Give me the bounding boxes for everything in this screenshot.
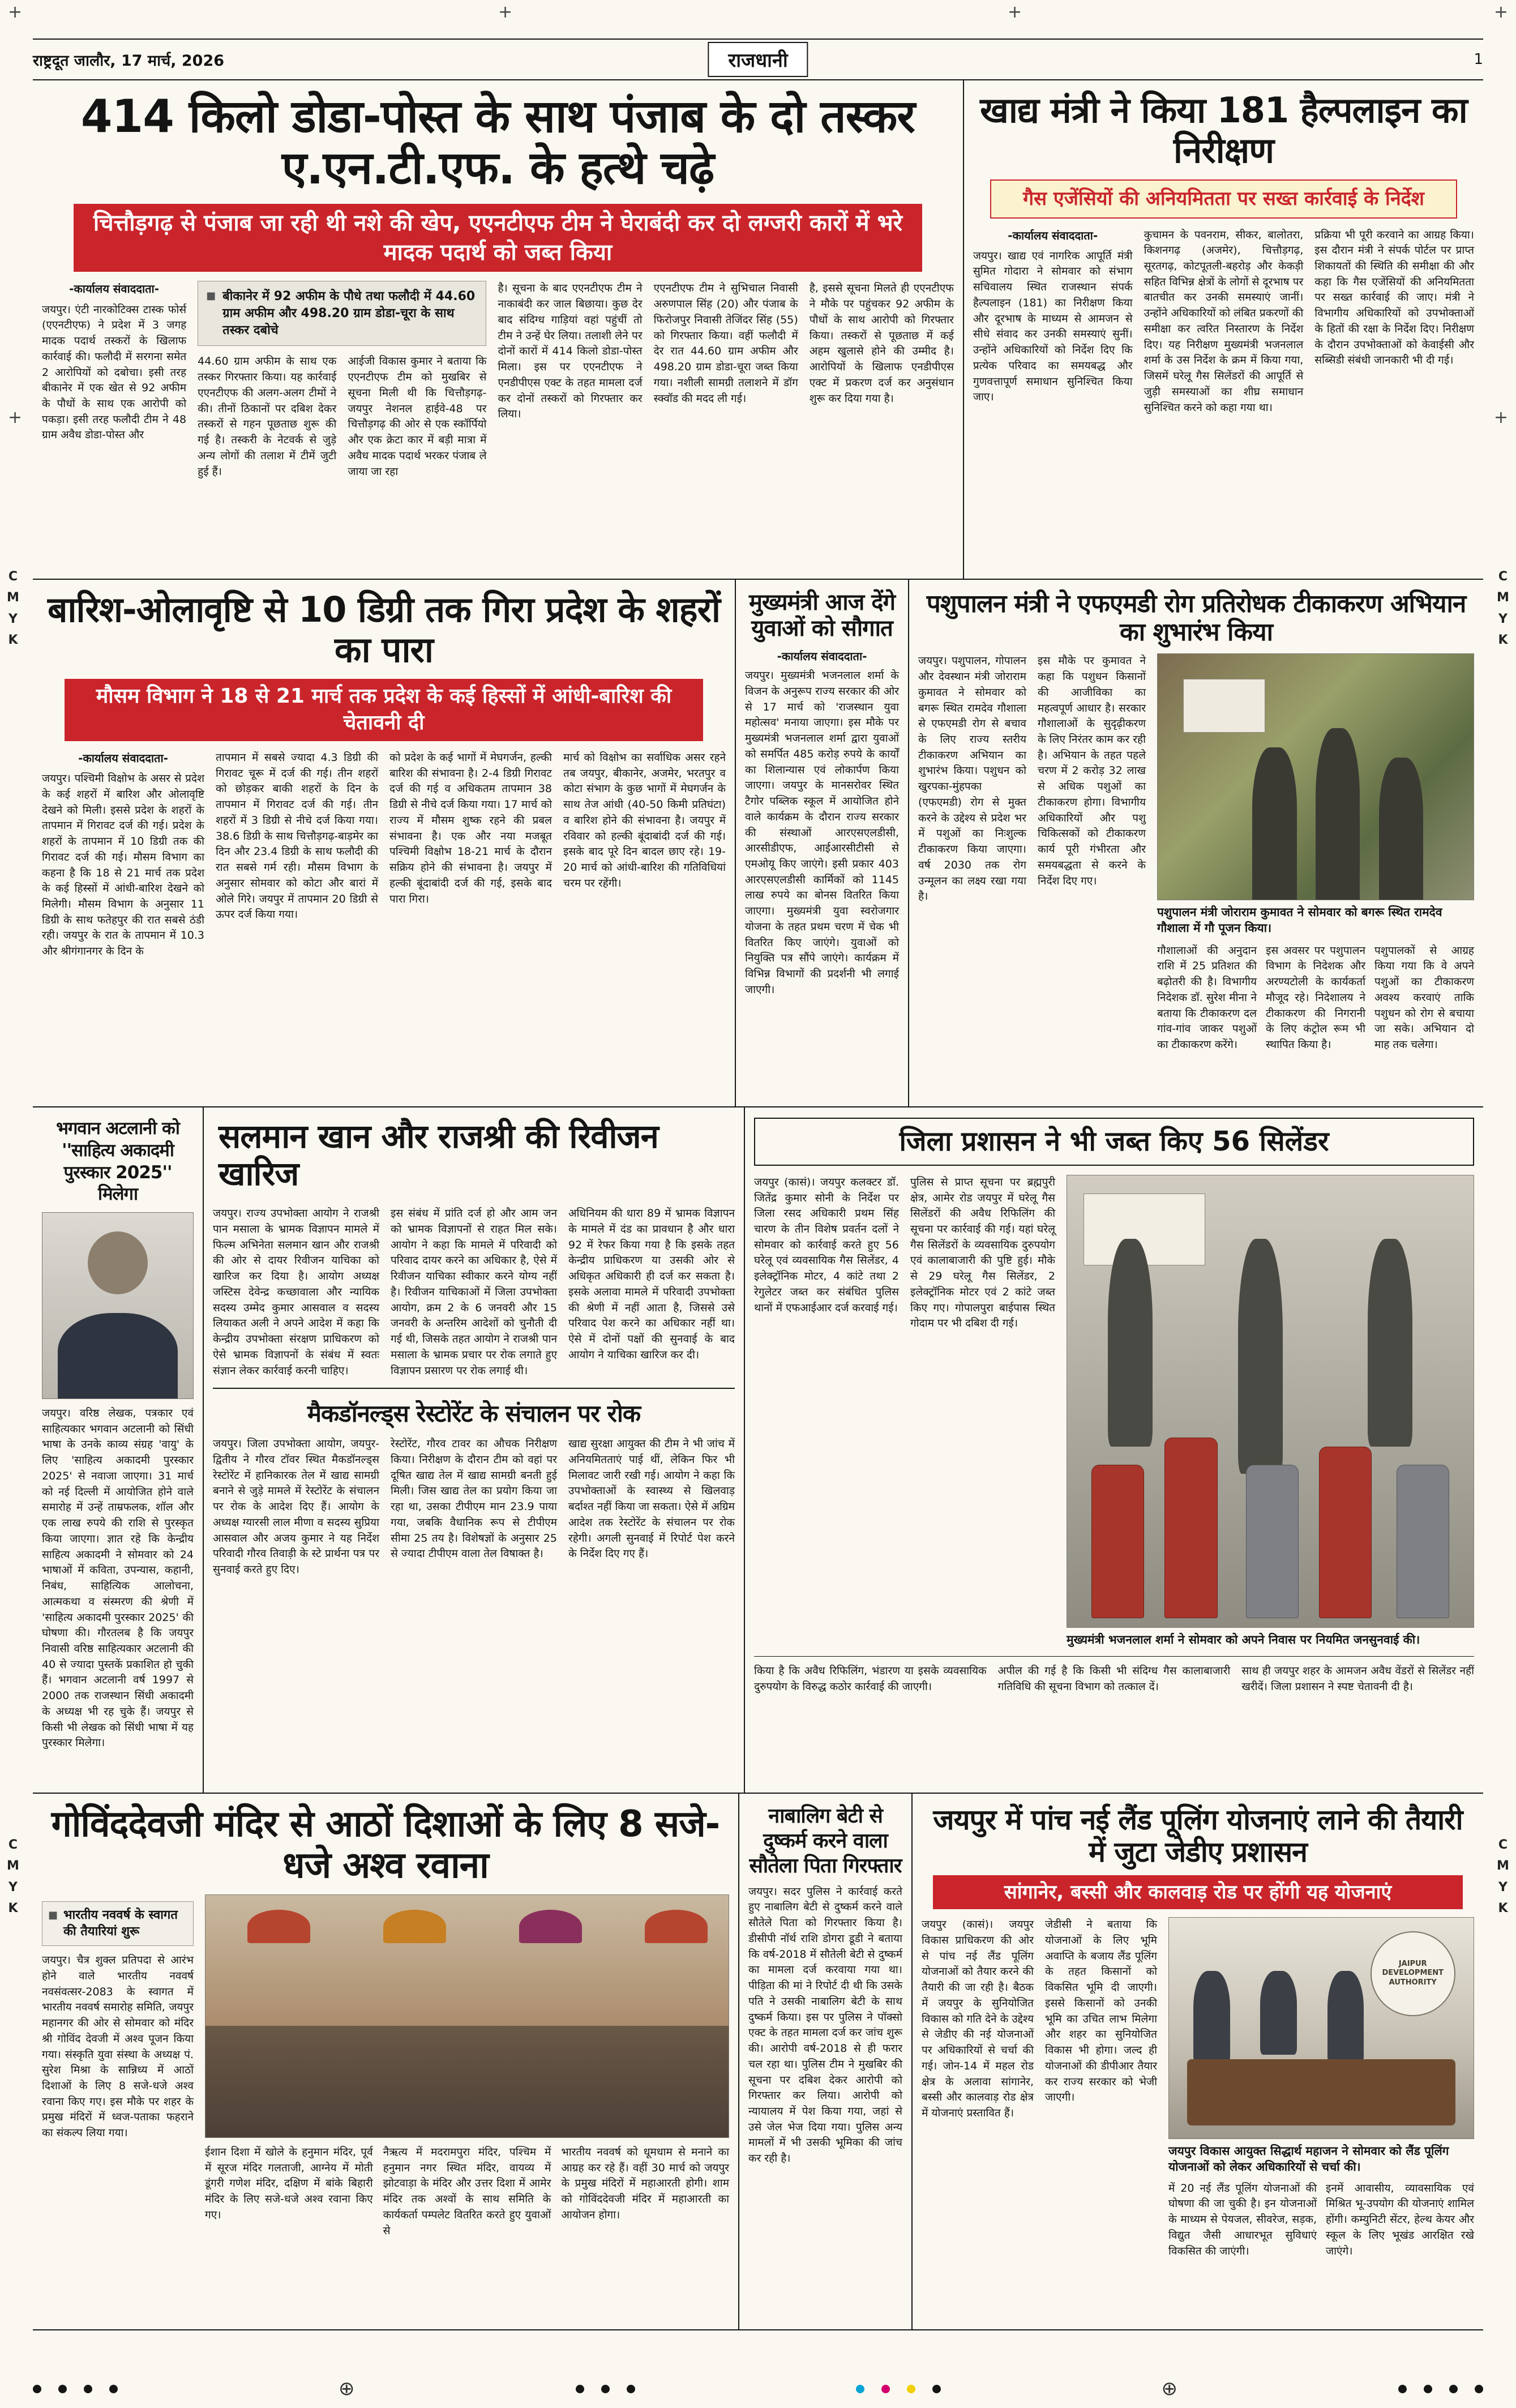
print-marks-footer — [33, 2377, 1483, 2400]
photo-horse-procession — [205, 1894, 729, 2138]
person-silhouette — [1252, 747, 1296, 900]
body-columns — [205, 2145, 729, 2239]
headline: नाबालिग बेटी से दुष्कर्म करने वाला सौतेला पिता गिरफ्तार — [749, 1804, 902, 1877]
body-columns — [973, 228, 1474, 416]
photo-caption: पशुपालन मंत्री जोराराम कुमावत ने सोमवार को बगरू स्थित रामदेव गौशाला में गौ पूजन किया। — [1157, 905, 1442, 935]
photo-gaushala-cow-worship — [1157, 653, 1474, 900]
note-box — [42, 1901, 194, 1946]
masthead — [33, 39, 1483, 80]
headline: जिला प्रशासन ने भी जब्त किए 56 सिलेंडर — [754, 1118, 1474, 1166]
article-govinddevji-horses — [33, 1794, 738, 2329]
umbrella-shape — [519, 1910, 582, 1944]
body-column: जयपुर। राज्य उपभोक्ता आयोग ने राजश्री पान मसाला के भ्रामक विज्ञापन मामले में फिल्म अभिनेता सलमान खान और राजश्री की ओर से दायर रिवीजन याचिका को खारिज कर दिया है। आयोग अध्यक्ष जस्टिस देवेन्द्र कच्छावाला और न्यायिक सदस्य उम्मेद कुमार आसवाल व सदस्य लियाकत अली ने अपने आदेश में कहा कि केन्द्रीय उपभोक्ता संरक्षण प्राधिकरण को ऐसे भ्रामक विज्ञापनों के संबंध में स्वतः संज्ञान लेकर कार्रवाई करनी चाहिए। — [213, 1207, 379, 1377]
article-salman-rajshree-revision — [213, 1118, 735, 1379]
row-bottom — [33, 1794, 1483, 2330]
body-column: कुचामन के पवनराम, सीकर, बालोतरा, किशनगढ़ (अजमेर), चित्तौड़गढ़, सूरतगढ़, कोटपूतली-बहरोड़ और केकड़ी सहित विभिन्न क्षेत्रों के लोगों से दूरभाष पर बातचीत कर उनकी समस्याएं जानीं। उन्होंने अधिकारियों को लंबित प्रकरणों की समीक्षा कर त्वरित निस्तारण के निर्देश दिए। यह निरीक्षण मुख्यमंत्री भजनलाल शर्मा के उस निर्देश के क्रम में किया गया, जिसमें घरेलू गैस सिलेंडरों की आपूर्ति से जुड़ी समस्याओं का शीघ्र समाधान सुनिश्चित करने को कहा गया था। — [1144, 228, 1304, 414]
headline: खाद्य मंत्री ने किया 181 हैल्पलाइन का निरीक्षण — [980, 89, 1467, 171]
print-dot — [1475, 2385, 1483, 2393]
body-column: है, इससे सूचना मिलते ही एएनटीएफ ने मौके पर पहुंचकर 92 अफीम के पौधों के साथ आरोपी को गिरफ्तार किया। तस्करों से पूछताछ में कई अहम खुलासे होने की उम्मीद है। आरोपियों के खिलाफ एनडीपीएस एक्ट में प्रकरण दर्ज कर अनुसंधान शुरू कर दिया गया है। — [809, 282, 954, 405]
body-column: अधिनियम की धारा 89 में भ्रामक विज्ञापन के मामले में दंड का प्रावधान है और धारा 92 में रेफर किया गया है कि इसके तहत केन्द्रीय प्राधिकरण या उसकी ओर से अधिकृत अधिकारी ही दर्ज कर सकता है। इसके अलावा मामले में परिवादी उपभोक्ता की श्रेणी में नहीं आता है, जिससे उसे परिवाद पेश करने का अधिकार नहीं था। ऐसे में दोनों पक्षों की सुनवाई के बाद आयोग ने याचिका खारिज कर दी। — [568, 1207, 735, 1361]
body-column: साथ ही जयपुर शहर के आमजन अवैध वेंडरों से सिलेंडर नहीं खरीदें। जिला प्रशासन ने स्पष्ट चेतावनी दी है। — [1241, 1664, 1475, 1693]
body-column: नैऋत्य में मदरामपुरा मंदिर, पश्चिम में हनुमान नगर स्थित मंदिर, वायव्य में झोटवाड़ा के मंदिर और उत्तर दिशा में आमेर मंदिर तक अश्वों के साथ समिति के कार्यकर्ता पम्पलेट वितरित करते हुए युवाओं से — [383, 2145, 551, 2237]
cmyk-letter: Y — [8, 1880, 18, 1894]
cmyk-letter: M — [1497, 1859, 1509, 1874]
row-second — [33, 580, 1483, 1107]
photo-seized-gas-cylinders — [1067, 1175, 1474, 1628]
article-cylinders-seized — [744, 1107, 1483, 1793]
body-column: जयपुर (कासं)। जयपुर विकास प्राधिकरण की ओर से पांच नई लैंड पूलिंग योजनाओं को तैयार करने की तैयारी की जा रही है। बैठक में जयपुर के सुनियोजित विकास को गति देने के उद्देश्य से जेडीए की नई योजनाओं पर अधिकारियों से चर्चा की गई। जोन-14 में महल रोड क्षेत्र के अलावा सांगानेर, बस्सी और कालवाड़ रोड क्षेत्र में योजनाएं प्रस्तावित हैं। — [922, 1918, 1034, 2119]
headline: 414 किलो डोडा-पोस्त के साथ पंजाब के दो तस्कर ए.एन.टी.एफ. के हत्थे चढ़े — [80, 90, 915, 195]
photo-bhagwan-atlani-portrait — [42, 1212, 194, 1399]
registration-target-icon: ⊕ — [1161, 2377, 1177, 2400]
body-columns — [1168, 2181, 1474, 2260]
article-mcdonalds-ban — [213, 1398, 735, 1577]
cmyk-letter: K — [1498, 633, 1508, 648]
body-column: है। सूचना के बाद एएनटीएफ टीम ने नाकाबंदी कर जाल बिछाया। कुछ देर बाद संदिग्ध गाड़ियां वहां पहुंचीं तो टीम ने उन्हें घेर लिया। तलाशी लेने पर दोनों कारों में 414 किलो डोडा-पोस्त मिला। इस पर एएनटीएफ ने एनडीपीएस एक्ट के तहत मामला दर्ज कर दोनों तस्करों को गिरफ्तार कर लिया। — [498, 282, 643, 421]
highlight-text: बीकानेर में 92 अफीम के पौधे तथा फलौदी में 44.60 ग्राम अफीम और 498.20 ग्राम डोडा-चूरा के साथ तस्कर दबोचे — [222, 289, 476, 337]
gas-cylinder-shape — [1319, 1447, 1372, 1618]
body-text: जयपुर। पश्चिमी विक्षोभ के असर से प्रदेश के कई शहरों में बारिश और ओलावृष्टि देखने को मिली। इससे प्रदेश के शहरों के तापमान में गिरावट दर्ज की गई। प्रदेश के शहरों के तापमान में 10 डिग्री तक की गिरावट दर्ज की गई। मौसम विभाग का कहना है कि 18 से 21 मार्च तक प्रदेश के कई हिस्सों में आंधी-बारिश देखने को मिलेगी। मौसम विभाग के अनुसार 11 डिग्री के साथ फतेहपुर की रात सबसे ठंडी रही। जयपुर के रात के तापमान में 10.3 और श्रीगंगानगर के दिन के — [42, 772, 204, 958]
headline: भगवान अटलानी को ''साहित्य अकादमी पुरस्कार 2025'' मिलेगा — [56, 1118, 179, 1205]
gas-cylinder-shape — [1091, 1465, 1144, 1618]
body-column: रेस्टोरेंट, गौरव टावर का औचक निरीक्षण किया। निरीक्षण के दौरान टीम को वहां पर दूषित खाद्य तेल में खाद्य सामग्री बनती हुई मिली। जिस खाद्य तेल का प्रयोग किया जा रहा था, उसका टीपीएम मान 23.9 पाया गया, जबकि वैधानिक रूप से टीपीएम सीमा 25 तय है। विशेषज्ञों के अनुसार 25 से ज्यादा टीपीएम वाला तेल विषाक्त है। — [391, 1438, 557, 1560]
headline: गोविंददेवजी मंदिर से आठों दिशाओं के लिए 8 सजे-धजे अश्व रवाना — [51, 1803, 720, 1887]
subheadline-bar: मौसम विभाग ने 18 से 21 मार्च तक प्रदेश के कई हिस्सों में आंधी-बारिश की चेतावनी दी — [65, 679, 703, 741]
registration-plus-icon: + — [498, 2, 513, 22]
body-column — [973, 228, 1133, 416]
headline: जयपुर में पांच नई लैंड पूलिंग योजनाएं लाने की तैयारी में जुटा जेडीए प्रशासन — [933, 1803, 1463, 1868]
body-column — [42, 281, 186, 480]
article-body — [922, 1917, 1474, 2308]
black-dot — [932, 2385, 941, 2393]
body-column: इस मौके पर कुमावत ने कहा कि पशुधन किसानों की आजीविका का महत्वपूर्ण आधार है। सरकार गौशालाओं के सुदृढ़ीकरण के लिए निरंतर काम कर रही है। अभियान के तहत पहले चरण में 2 करोड़ 32 लाख से अधिक पशुओं का टीकाकरण होगा। विभागीय अधिकारियों और पशु चिकित्सकों को टीकाकरण कार्य पूरी गंभीरता और समयबद्धता से करने के निर्देश दिए गए। — [1038, 655, 1146, 887]
body-column: भारतीय नववर्ष को धूमधाम से मनाने का आग्रह कर रहे हैं। वहीं 30 मार्च को जयपुर के प्रमुख मंदिरों में महाआरती होगी। शाम को गोविंददेवजी मंदिर में महाआरती का आयोजन होगा। — [561, 2145, 730, 2221]
subheadline-bar: चित्तौड़गढ़ से पंजाब जा रही थी नशे की खेप, एएनटीएफ टीम ने घेराबंदी कर दो लग्जरी कारों में भरे मादक पदार्थ को जब्त किया — [74, 204, 922, 272]
subheadline-bar: सांगानेर, बस्सी और कालवाड़ रोड पर होंगी यह योजनाएं — [933, 1875, 1463, 1909]
photo-caption: मुख्यमंत्री भजनलाल शर्मा ने सोमवार को अपने निवास पर नियमित जनसुनवाई की। — [1067, 1633, 1420, 1647]
body-column: पशुपालकों से आग्रह किया गया कि वे अपने पशुओं का टीकाकरण अवश्य करवाएं ताकि पशुधन को रोग से बचाया जा सके। अभियान दो माह तक चलेगा। — [1374, 944, 1474, 1051]
column-stack-consumer-cases — [203, 1107, 744, 1793]
headline: सलमान खान और राजश्री की रिवीजन खारिज — [219, 1117, 658, 1194]
body-column: खाद्य सुरक्षा आयुक्त की टीम ने भी जांच में अनियमितताएं पाई थीं, लेकिन फिर भी मिलावट जारी रखी गई। आयोग ने कहा कि उपभोक्ताओं के स्वास्थ्य से खिलवाड़ बर्दाश्त नहीं किया जा सकता। ऐसे में अग्रिम आदेश तक रेस्टोरेंट के संचालन पर रोक रहेगी। अगली सुनवाई में रिपोर्ट पेश करने के निर्देश दिए गए हैं। — [568, 1438, 735, 1560]
person-silhouette — [1368, 1239, 1412, 1447]
body-column: अपील की गई है कि किसी भी संदिग्ध गैस कालाबाजारी गतिविधि की सूचना विभाग को तत्काल दें। — [997, 1664, 1231, 1693]
jda-logo: JAIPUR DEVELOPMENT AUTHORITY — [1371, 1931, 1455, 2016]
body-column: जयपुर। जिला उपभोक्ता आयोग, जयपुर-द्वितीय ने गौरव टॉवर स्थित मैकडॉनल्ड्स रेस्टोरेंट में हानिकारक तेल में खाद्य सामग्री बनाने से जुड़े मामले में रेस्टोरेंट के संचालन पर रोक के आदेश दिए हैं। आयोग के अध्यक्ष ग्यारसी लाल मीणा व सदस्य सुप्रिया आसवाल और अजय कुमार ने यह निर्देश परिवादी गौरव तिवाड़ी के स्टे प्रार्थना पत्र पर सुनवाई करते हुए दिए। — [213, 1438, 379, 1576]
gas-cylinder-shape — [1164, 1438, 1217, 1618]
body-column — [42, 750, 204, 960]
subheadline-box: गैस एजेंसियों की अनियमितता पर सख्त कार्रवाई के निर्देश — [990, 179, 1457, 218]
body-columns — [754, 1656, 1474, 1695]
cmyk-letter: C — [1498, 1838, 1508, 1852]
body-columns — [1157, 943, 1474, 1053]
cmyk-letter: K — [1498, 1901, 1508, 1916]
headline: बारिश-ओलावृष्टि से 10 डिग्री तक गिरा प्रदेश के शहरों का पारा — [48, 589, 720, 670]
cmyk-letter: C — [8, 570, 18, 584]
registration-target-icon: ⊕ — [339, 2377, 355, 2400]
cmyk-marks-right-upper — [1494, 566, 1511, 651]
body-text: जयपुर। खाद्य एवं नागरिक आपूर्ति मंत्री सुमित गोदारा ने सोमवार को संभाग सचिवालय स्थित राजस्थान संपर्क हैल्पलाइन (181) का निरीक्षण किया और दूरभाष के माध्यम से आमजन से सीधे संवाद कर उनकी समस्याएं सुनीं। उन्होंने अधिकारियों को निर्देश दिए कि प्रत्येक परिवाद का समयबद्ध और गुणवत्तापूर्ण समाधान सुनिश्चित किया जाए। — [973, 249, 1133, 404]
article-doda-seizure — [33, 80, 963, 579]
portrait-torso-shape — [58, 1313, 178, 1398]
byline: -कार्यालय संवाददाता- — [69, 282, 160, 296]
photo-caption: जयपुर विकास आयुक्त सिद्धार्थ महाजन ने सोमवार को लैंड पूलिंग योजनाओं को लेकर अधिकारियों से चर्चा की। — [1168, 2144, 1449, 2174]
article-body — [918, 653, 1474, 1106]
article-divider — [213, 1388, 735, 1389]
article-body — [42, 1894, 729, 2291]
paper-date: राष्ट्रदूत जालौर, 17 मार्च, 2026 — [33, 52, 225, 70]
gas-cylinder-shape — [1397, 1465, 1449, 1618]
photo-block — [1157, 653, 1474, 1106]
signboard-shape — [1183, 679, 1265, 733]
body-column: प्रक्रिया भी पूरी करवाने का आग्रह किया। इस दौरान मंत्री ने संपर्क पोर्टल पर प्राप्त शिकायतों की स्थिति की समीक्षा की और कहा कि गैस एजेंसियों की अनियमितता पर सख्त कार्रवाई की जाए। मंत्री ने विभागीय अधिकारियों को उपभोक्ताओं के हितों की रक्षा के निर्देश दिए। निरीक्षण के दौरान उपभोक्ताओं को केवाईसी और सब्सिडी संबंधी जानकारी भी दी गई। — [1314, 228, 1474, 367]
body-text: जयपुर। चैत्र शुक्ल प्रतिपदा से आरंभ होने वाले भारतीय नववर्ष नवसंवत्सर-2083 के स्वागत में भारतीय नववर्ष समारोह समिति, जयपुर महानगर की ओर से सोमवार को मंदिर श्री गोविंद देवजी में अश्व पूजन किया गया। संस्कृति युवा संस्था के अध्यक्ष पं. सुरेश मिश्रा के सान्निध्य में आठों दिशाओं के लिए 8 सजे-धजे अश्व रवाना किए गए। इस मौके पर शहर के प्रमुख मंदिरों में ध्वज-पताका फहराने का संकल्प लिया गया। — [42, 1954, 194, 2140]
article-body — [754, 1175, 1474, 1648]
body-column: इस अवसर पर पशुपालन विभाग के निदेशक और अरण्यटोली के कार्यकर्ता मौजूद रहे। निदेशालय ने टीकाकरण की निगरानी के लिए कंट्रोल रूम भी स्थापित किया है। — [1266, 944, 1365, 1051]
cmyk-letter: C — [8, 1838, 18, 1852]
body-column: ईशान दिशा में खोले के हनुमान मंदिर, पूर्व में सूरज मंदिर गलताजी, आग्नेय में मोती डूंगरी गणेश मंदिर, दक्षिण में बांके बिहारी मंदिर के लिए सजे-धजे अश्व रवाना किए गए। — [205, 2145, 373, 2221]
person-silhouette — [1238, 1239, 1283, 1474]
print-dot — [601, 2385, 610, 2393]
page-number: 1 — [1474, 51, 1483, 68]
body-column: गौशालाओं की अनुदान राशि में 25 प्रतिशत की बढ़ोतरी की है। विभागीय निदेशक डॉ. सुरेश मीना ने बताया कि टीकाकरण दल गांव-गांव जाकर पशुओं का टीकाकरण करेंगे। — [1157, 944, 1257, 1051]
byline: -कार्यालय संवाददाता- — [777, 649, 867, 664]
person-silhouette — [1379, 758, 1423, 900]
highlight-box — [198, 281, 486, 346]
print-dot — [1449, 2385, 1458, 2393]
body-column: जयपुर। पशुपालन, गोपालन और देवस्थान मंत्री जोराराम कुमावत ने सोमवार को बगरू स्थित रामदेव गौशाला से एफएमडी रोग से बचाव के लिए राज्य स्तरीय टीकाकरण अभियान का शुभारंभ किया। पशुधन को खुरपका-मुंहपका (एफएमडी) रोग से मुक्त करने के उद्देश्य से प्रदेश भर में पशुओं का निःशुल्क टीकाकरण किया जाएगा। वर्ष 2030 तक रोग उन्मूलन का लक्ष्य रखा गया है। — [918, 655, 1026, 903]
body-column: इनमें आवासीय, व्यावसायिक एवं मिश्रित भू-उपयोग की योजनाएं शामिल होंगी। कम्युनिटी सेंटर, हेल्थ केयर और स्कूल के लिए भूखंड आरक्षित रखे जाएंगे। — [1326, 2182, 1474, 2257]
umbrella-shape — [247, 1910, 310, 1944]
portrait-head-shape — [88, 1231, 148, 1295]
person-silhouette — [1108, 1239, 1153, 1447]
body-column: इस संबंध में प्रांति दर्ज हो और आम जन को भ्रामक विज्ञापनों से राहत मिल सके। आयोग ने कहा कि मामले में परिवादी को परिवाद दायर करने का अधिकार है, ऐसे में रिवीजन याचिका स्वीकार करने योग्य नहीं है। रिवीजन याचिकाओं में जिला उपभोक्ता आयोग, क्रम 2 के 6 जनवरी और 15 जनवरी के अन्तरिम आदेशों को चुनौती दी गई थी, जिसके तहत आयोग ने राजश्री पान मसाला के भ्रामक प्रचार पर रोक लगाते हुए विज्ञापन प्रसारण पर रोक लगाई थी। — [391, 1207, 557, 1377]
article-weather — [33, 580, 735, 1106]
body-text: जयपुर। वरिष्ठ लेखक, पत्रकार एवं साहित्यकार भगवान अटलानी को सिंधी भाषा के उनके काव्य संग्रह 'वायु' के लिए 'साहित्य अकादमी पुरस्कार 2025' से नवाजा जाएगा। 31 मार्च को नई दिल्ली में आयोजित होने वाले समारोह में उन्हें ताम्रफलक, शॉल और एक लाख रुपये की राशि से पुरस्कृत किया जाएगा। ज्ञात रहे कि केन्द्रीय साहित्य अकादमी ने सोमवार को 24 भाषाओं में कविता, उपन्यास, कहानी, निबंध, साहित्यिक आलोचना, आत्मकथा व संस्मरण की श्रेणी में 'साहित्य अकादमी पुरस्कार 2025' की घोषणा की। गौरतलब है कि जयपुर निवासी वरिष्ठ साहित्यकार अटलानी की 40 से ज्यादा पुस्तकें प्रकाशित हो चुकी हैं। भगवान अटलानी वर्ष 1997 से 2000 तक राजस्थान सिंधी अकादमी के अध्यक्ष भी रह चुके हैं। जयपुर से किसी भी लेखक को सिंधी भाषा में यह पुरस्कार मिलेगा। — [42, 1407, 194, 1750]
body-text: जयपुर। सदर पुलिस ने कार्रवाई करते हुए नाबालिग बेटी से दुष्कर्म करने वाले सौतेले पिता को गिरफ्तार किया है। डीसीपी नॉर्थ राशि डोगरा डूडी ने बताया कि वर्ष-2018 में सौतेली बेटी से दुष्कर्म का मामला दर्ज करवाया गया था। पीड़िता की मां ने रिपोर्ट दी थी कि उसके पति ने उसकी नाबालिग बेटी के साथ दुष्कर्म किया। इस पर पुलिस ने पॉक्सो एक्ट के तहत मामला दर्ज कर जांच शुरू की। आरोपी वर्ष-2018 से ही फरार चल रहा था। पुलिस टीम ने मुखबिर की सूचना पर दबिश देकर आरोपी को गिरफ्तार कर लिया। आरोपी को न्यायालय में पेश किया गया, जहां से उसे जेल भेज दिया गया। पुलिस अन्य मामलों में भी उसकी भूमिका की जांच कर रही है। — [748, 1885, 902, 2165]
person-silhouette — [1193, 1971, 1230, 2064]
article-stepfather-arrested — [738, 1794, 911, 2329]
body-columns — [922, 1917, 1157, 2308]
note-text: भारतीय नववर्ष के स्वागत की तैयारियां शुरू — [63, 1907, 178, 1939]
print-dot — [1424, 2385, 1432, 2393]
body-columns — [213, 1436, 735, 1578]
body-column — [42, 1894, 194, 2291]
body-columns — [918, 653, 1146, 1106]
article-cm-youth-gift — [735, 580, 908, 1106]
body-column: जेडीसी ने बताया कि योजनाओं के लिए भूमि अवाप्ति के बजाय लैंड पूलिंग के तहत किसानों को विकसित भूमि दी जाएगी। इससे किसानों को उनकी भूमि का उचित लाभ मिलेगा और शहर का सुनियोजित विकास भी होगा। जल्द ही योजनाओं की डीपीआर तैयार कर राज्य सरकार को भेजी जाएगी। — [1045, 1918, 1157, 2104]
body-column: मार्च को विक्षोभ का सर्वाधिक असर रहने तब जयपुर, बीकानेर, अजमेर, भरतपुर व कोटा संभाग के कुछ भागों में मेघगर्जन के साथ तेज आंधी (40-50 किमी प्रतिघंटा) व बारिश होने की संभावना है। जयपुर में रविवार को हल्की बूंदाबांदी दर्ज की गई। इसके बाद पूरे दिन बादल छाए रहे। 19-20 मार्च को आंधी-बारिश की गतिविधियां चरम पर रहेंगी। — [563, 751, 726, 889]
print-dot — [109, 2385, 118, 2393]
gas-cylinder-shape — [1246, 1465, 1299, 1618]
person-silhouette — [1316, 728, 1360, 900]
body-column-group — [198, 281, 486, 480]
registration-plus-icon: + — [8, 2, 23, 22]
cmyk-marks-left-lower — [5, 1834, 22, 1919]
byline: -कार्यालय संवाददाता- — [78, 751, 168, 765]
yellow-dot — [907, 2385, 915, 2393]
cmyk-letter: M — [1497, 591, 1509, 605]
dot-group-right — [1398, 2385, 1483, 2393]
body-columns — [42, 750, 726, 960]
registration-plus-icon: + — [8, 408, 23, 427]
section-title: राजधानी — [708, 42, 808, 77]
crowd-silhouette — [205, 2026, 729, 2137]
registration-plus-icon: + — [1008, 2, 1022, 22]
article-fmd-vaccination — [908, 580, 1483, 1106]
cmyk-letter: K — [8, 633, 18, 648]
row-top — [33, 80, 1483, 580]
body-column: 44.60 ग्राम अफीम के साथ एक तस्कर गिरफ्तार किया। यह कार्रवाई एएनटीएफ की अलग-अलग टीमों ने की। तीनों ठिकानों पर दबिश देकर तस्करों से गहन पूछताछ शुरू की गई है। तस्करी के नेटवर्क से जुड़े अन्य लोगों की तलाश में टीमें जुटी हुई हैं। — [198, 355, 337, 478]
photo-block — [205, 1894, 729, 2291]
dot-group-center — [576, 2385, 635, 2393]
meeting-table-shape — [1187, 2059, 1455, 2125]
square-bullet-icon: ■ — [206, 290, 216, 302]
print-dot — [576, 2385, 584, 2393]
body-text: जयपुर। एंटी नारकोटिक्स टास्क फोर्स (एएनटीएफ) ने प्रदेश में 3 जगह मादक पदार्थ तस्करों के खिलाफ कार्रवाई की। फलौदी में सरगना समेत 2 आरोपियों को दबोचा। इसी तरह बीकानेर में एक खेत से 92 अफीम के पौधों के साथ एक आरोपी को पकड़ा। इसी तरह फलौदी टीम ने 48 ग्राम अवैध डोडा-पोस्त और — [42, 303, 187, 442]
body-column: पुलिस से प्राप्त सूचना पर ब्रह्मपुरी क्षेत्र, आमेर रोड जयपुर में घरेलू गैस सिलेंडरों की अवैध रिफिलिंग की सूचना पर कार्रवाई की गई। यहां घरेलू गैस सिलेंडरों के व्यवसायिक दुरुपयोग एवं कालाबाजारी की पुष्टि हुई। मौके से 29 घरेलू गैस सिलेंडर, 2 इलेक्ट्रॉनिक मोटर एवं 2 कांटे जब्त किए गए। गोपालपुरा बाईपास स्थित गोदाम पर भी दबिश दी गई। — [910, 1175, 1055, 1330]
byline: -कार्यालय संवाददाता- — [1008, 228, 1098, 242]
person-silhouette — [1260, 1971, 1297, 2055]
body-column: किया है कि अवैध रिफिलिंग, भंडारण या इसके व्यवसायिक दुरुपयोग के विरुद्ध कठोर कार्रवाई की जाएगी। — [754, 1664, 987, 1693]
body-text: जयपुर। मुख्यमंत्री भजनलाल शर्मा के विजन के अनुरूप राज्य सरकार की ओर से 17 मार्च को 'राजस्थान युवा महोत्सव' मनाया जाएगा। इस मौके पर मुख्यमंत्री भजनलाल शर्मा द्वारा युवाओं को समर्पित 485 करोड़ रुपये के कार्यों का शिलान्यास एवं लोकार्पण किया जाएगा। जयपुर के मानसरोवर स्थित टैगोर पब्लिक स्कूल में आयोजित होने वाले कार्यक्रम के दौरान राज्य सरकार की संस्थाओं आरएसएलडीसी, आरसीडीएफ, आईआरसीटीसी से एमओयू किए जाएंगे। इसी प्रकार 403 आरएसएलडीसी कार्मिकों को 1145 लाख रुपये का बोनस वितरित किया जाएगा। मुख्यमंत्री युवा स्वरोजगार योजना के तहत प्रथम चरण में चेक भी वितरित किए जाएंगे। युवाओं को नियुक्ति पत्र सौंपे जाएंगे। कार्यक्रम में विभिन्न विभागों की प्रदर्शनी भी लगाई जाएगी। — [745, 669, 899, 996]
cmyk-letter: M — [7, 591, 19, 605]
body-column: तापमान में सबसे ज्यादा 4.3 डिग्री की गिरावट चूरू में दर्ज की गई। तीन शहरों को छोड़कर बाकी शहरों के दिन के तापमान में गिरावट दर्ज की गई। तीन शहरों में 3 डिग्री से नीचे दर्ज किया गया। 38.6 डिग्री के साथ चित्तौड़गढ़-बाड़मेर का दिन और 23.4 डिग्री के साथ फलौदी की रात सबसे गर्म रही। मौसम विभाग के अनुसार सोमवार को कोटा और बारां में ओले गिरे। जयपुर में तापमान 20 डिग्री से ऊपर दर्ज किया गया। — [216, 751, 378, 921]
cmyk-letter: Y — [1498, 1880, 1508, 1894]
body-columns — [198, 354, 486, 480]
cmyk-letter: Y — [1498, 611, 1508, 626]
print-dot — [58, 2385, 67, 2393]
body-columns — [213, 1206, 735, 1379]
headline: पशुपालन मंत्री ने एफएमडी रोग प्रतिरोधक टीकाकरण अभियान का शुभारंभ किया — [926, 589, 1466, 647]
article-jda-land-pooling — [911, 1794, 1483, 2329]
cmyk-letter: C — [1498, 570, 1508, 584]
person-silhouette — [1327, 1971, 1364, 2064]
cmyk-letter: K — [8, 1901, 18, 1916]
umbrella-shape — [383, 1910, 446, 1944]
cmyk-marks-right-lower — [1494, 1834, 1511, 1919]
headline: मुख्यमंत्री आज देंगे युवाओं को सौगात — [748, 589, 896, 641]
magenta-dot — [881, 2385, 890, 2393]
body-column: जयपुर (कासं)। जयपुर कलक्टर डॉ. जितेंद्र कुमार सोनी के निर्देश पर जिला रसद अधिकारी प्रथम सिंह चारण के तीन विशेष प्रवर्तन दलों ने सोमवार को कार्रवाई करते हुए 56 घरेलू एवं व्यवसायिक गैस सिलेंडर, 4 इलेक्ट्रॉनिक मोटर, 4 कांटे तथा 2 रेगुलेटर जब्त कर संबंधित पुलिस थानों में एफआईआर दर्ज करवाई गई। — [754, 1175, 899, 1314]
print-dot — [1398, 2385, 1407, 2393]
square-bullet-icon: ■ — [48, 1909, 58, 1921]
print-dot — [84, 2385, 92, 2393]
photo-block — [1067, 1175, 1474, 1648]
photo-block — [1168, 1917, 1474, 2308]
row-third — [33, 1107, 1483, 1794]
print-dot — [33, 2385, 41, 2393]
body-column: एएनटीएफ टीम ने सुभिचाल निवासी अरुणपाल सिंह (20) और पंजाब के फिरोजपुर निवासी तेजिंदर सिंह (55) को गिरफ्तार किया। वहीं फलौदी में देर रात 44.60 ग्राम अफीम और 498.20 ग्राम डोडा-चूरा जब्त किया गया। नशीली सामग्री तलाशने में डॉग स्क्वॉड की मदद ली गई। — [653, 282, 798, 405]
body-column: आईजी विकास कुमार ने बताया कि एएनटीएफ टीम को मुखबिर से सूचना मिली थी कि चित्तौड़गढ़-जयपुर नेशनल हाईवे-48 पर चित्तौड़गढ़ की ओर से एक स्कॉर्पियो और एक क्रेटा कार में बड़ी मात्रा में अवैध मादक पदार्थ भरकर पंजाब ले जाया जा रहा — [348, 355, 487, 478]
cmyk-letter: M — [7, 1859, 19, 1874]
body-columns — [42, 281, 954, 480]
registration-plus-icon: + — [1493, 408, 1508, 427]
body-column: को प्रदेश के कई भागों में मेघगर्जन, हल्की बारिश की संभावना है। 2-4 डिग्री गिरावट दर्ज की गई व अधिकतम तापमान 38 डिग्री से नीचे दर्ज किया गया। 17 मार्च को राज्य में मौसम शुष्क रहने की प्रबल संभावना है। एक और नया मजबूत पश्चिमी विक्षोभ 18-21 मार्च के दौरान सक्रिय होने की संभावना है। जयपुर में हल्की बूंदाबांदी दर्ज की गई, इसके बाद पारा गिरा। — [389, 751, 552, 905]
umbrella-shape — [645, 1910, 708, 1944]
print-dot — [627, 2385, 635, 2393]
cyan-dot — [856, 2385, 864, 2393]
body-column: में 20 नई लैंड पूलिंग योजनाओं की घोषणा की जा चुकी है। इन योजनाओं के माध्यम से पेयजल, सीवरेज, सड़क, विद्युत जैसी आधारभूत सुविधाएं विकसित की जाएंगी। — [1168, 2182, 1317, 2257]
headline: मैकडॉनल्ड्स रेस्टोरेंट के संचालन पर रोक — [307, 1400, 641, 1428]
registration-plus-icon: + — [1493, 2, 1508, 22]
cmyk-letter: Y — [8, 611, 18, 626]
body-columns — [754, 1175, 1055, 1648]
dot-group-cmyk — [856, 2385, 941, 2393]
article-food-minister-helpline — [963, 80, 1483, 579]
dot-group-left — [33, 2385, 118, 2393]
page-content — [33, 19, 1483, 2330]
cmyk-marks-left-upper — [5, 566, 22, 651]
article-atlani-award — [33, 1107, 203, 1793]
photo-jda-meeting — [1168, 1917, 1474, 2139]
